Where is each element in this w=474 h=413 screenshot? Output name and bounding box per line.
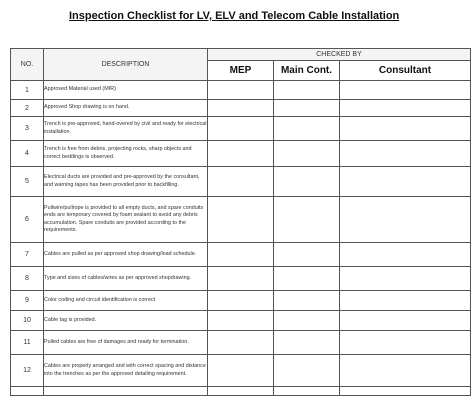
- main-contractor-check-cell[interactable]: [274, 355, 340, 387]
- consultant-check-cell[interactable]: [340, 387, 471, 396]
- row-description: Cables are pulled as per approved shop drawing/load schedule.: [44, 243, 208, 267]
- row-description: Type and sizes of cables/wires as per approved shopdrawing.: [44, 267, 208, 291]
- table-row: [11, 81, 471, 100]
- table-row: [11, 167, 471, 197]
- row-description: Cables are properly arranged and with correct spacing and distance into the trenches as per the approved detailing requirement.: [44, 355, 208, 387]
- row-description: Cable tag is provided.: [44, 311, 208, 331]
- mep-check-cell[interactable]: [208, 197, 274, 243]
- main-contractor-check-cell[interactable]: [274, 100, 340, 117]
- row-number: 3: [11, 117, 44, 141]
- consultant-check-cell[interactable]: [340, 331, 471, 355]
- table-row: [11, 311, 471, 331]
- mep-check-cell[interactable]: [208, 117, 274, 141]
- column-header-description: DESCRIPTION: [44, 49, 208, 81]
- main-contractor-check-cell[interactable]: [274, 81, 340, 100]
- row-description: [44, 387, 208, 396]
- mep-check-cell[interactable]: [208, 81, 274, 100]
- main-contractor-check-cell[interactable]: [274, 267, 340, 291]
- consultant-check-cell[interactable]: [340, 167, 471, 197]
- row-description: Electrical ducts are provided and pre-approved by the consultant, and warning tapes has been provided prior to backfilling.: [44, 167, 208, 197]
- table-row: [11, 387, 471, 396]
- row-description: Pulled cables are free of damages and ready for termination.: [44, 331, 208, 355]
- row-description: Trench is pre-approved, hand-overed by civil and ready for electrical installation.: [44, 117, 208, 141]
- main-contractor-check-cell[interactable]: [274, 197, 340, 243]
- main-contractor-check-cell[interactable]: [274, 141, 340, 167]
- consultant-check-cell[interactable]: [340, 355, 471, 387]
- mep-check-cell[interactable]: [208, 291, 274, 311]
- table-row: [11, 355, 471, 387]
- table-row: [11, 100, 471, 117]
- consultant-check-cell[interactable]: [340, 197, 471, 243]
- row-description: Approved Shop drawing is on hand.: [44, 100, 208, 117]
- table-row: [11, 141, 471, 167]
- mep-check-cell[interactable]: [208, 141, 274, 167]
- mep-check-cell[interactable]: [208, 167, 274, 197]
- row-description: Color coding and circuit identification is correct: [44, 291, 208, 311]
- row-number: 1: [11, 81, 44, 100]
- row-number: 10: [11, 311, 44, 331]
- main-contractor-check-cell[interactable]: [274, 311, 340, 331]
- consultant-check-cell[interactable]: [340, 100, 471, 117]
- table-row: [11, 243, 471, 267]
- column-header-mep: MEP: [208, 61, 274, 81]
- row-number: 5: [11, 167, 44, 197]
- row-description: Approved Material used (MIR): [44, 81, 208, 100]
- row-number: 7: [11, 243, 44, 267]
- column-header-checked-by: CHECKED BY: [208, 49, 471, 61]
- row-number: 2: [11, 100, 44, 117]
- column-header-main-contractor: Main Cont.: [274, 61, 340, 81]
- main-contractor-check-cell[interactable]: [274, 167, 340, 197]
- row-number: [11, 387, 44, 396]
- consultant-check-cell[interactable]: [340, 291, 471, 311]
- mep-check-cell[interactable]: [208, 100, 274, 117]
- table-row: [11, 267, 471, 291]
- consultant-check-cell[interactable]: [340, 117, 471, 141]
- column-header-consultant: Consultant: [340, 61, 471, 81]
- table-row: [11, 197, 471, 243]
- consultant-check-cell[interactable]: [340, 267, 471, 291]
- main-contractor-check-cell[interactable]: [274, 387, 340, 396]
- table-row: [11, 117, 471, 141]
- consultant-check-cell[interactable]: [340, 141, 471, 167]
- row-number: 6: [11, 197, 44, 243]
- inspection-checklist-table: [10, 48, 471, 396]
- consultant-check-cell[interactable]: [340, 311, 471, 331]
- main-contractor-check-cell[interactable]: [274, 117, 340, 141]
- row-number: 8: [11, 267, 44, 291]
- document-title: Inspection Checklist for LV, ELV and Telecom Cable Installation: [69, 10, 400, 22]
- row-number: 9: [11, 291, 44, 311]
- mep-check-cell[interactable]: [208, 267, 274, 291]
- main-contractor-check-cell[interactable]: [274, 291, 340, 311]
- column-header-no: NO.: [11, 49, 44, 81]
- consultant-check-cell[interactable]: [340, 81, 471, 100]
- row-number: 12: [11, 355, 44, 387]
- main-contractor-check-cell[interactable]: [274, 243, 340, 267]
- consultant-check-cell[interactable]: [340, 243, 471, 267]
- mep-check-cell[interactable]: [208, 311, 274, 331]
- mep-check-cell[interactable]: [208, 387, 274, 396]
- mep-check-cell[interactable]: [208, 331, 274, 355]
- row-description: Pullwire/pullrope is provided to all empty ducts, and spare conduits ends are temporary covered by foam sealant to avoid any debris accumulation. Spare conduits are provided according to the requirements.: [44, 197, 208, 243]
- table-row: [11, 331, 471, 355]
- main-contractor-check-cell[interactable]: [274, 331, 340, 355]
- table-row: [11, 291, 471, 311]
- row-number: 4: [11, 141, 44, 167]
- row-number: 11: [11, 331, 44, 355]
- row-description: Trench is free from debris, projecting rocks, sharp objects and correct beddings is observed.: [44, 141, 208, 167]
- mep-check-cell[interactable]: [208, 243, 274, 267]
- mep-check-cell[interactable]: [208, 355, 274, 387]
